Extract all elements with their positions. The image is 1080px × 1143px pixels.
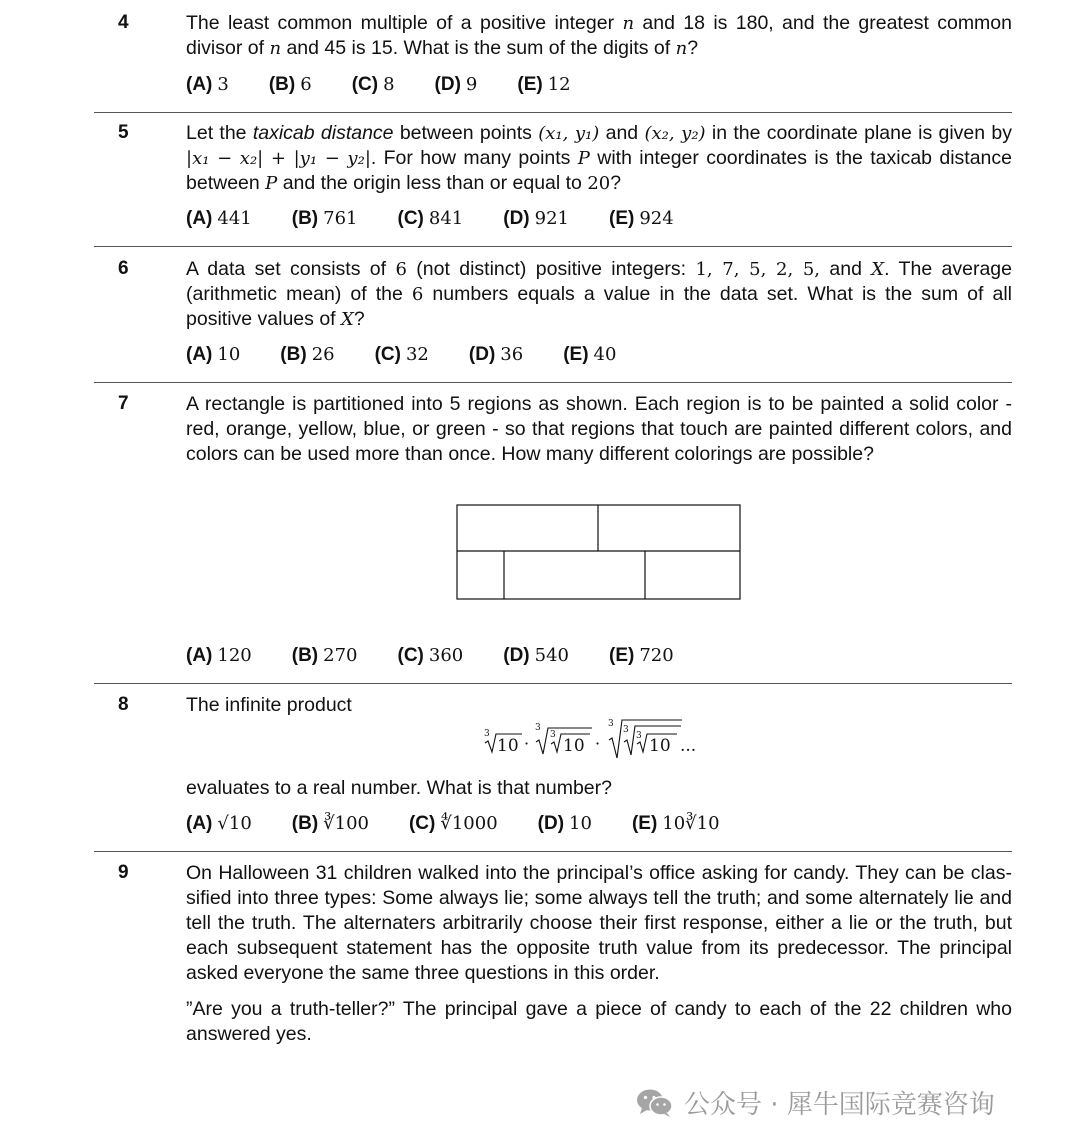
choice-a[interactable]: (A) 441	[186, 208, 252, 229]
problem-number: 5	[118, 122, 129, 143]
svg-text:3: 3	[550, 730, 556, 740]
divider	[94, 112, 1012, 113]
svg-text:3: 3	[623, 725, 629, 735]
answer-choices	[186, 813, 760, 835]
choice-b[interactable]: (B) ∛100	[291, 813, 369, 834]
choice-c[interactable]: (C) 841	[397, 208, 464, 229]
choice-e[interactable]: (E) 12	[517, 74, 571, 95]
problem-number: 4	[118, 12, 129, 33]
problem-text: A data set consists of 6 (not distinct) positive integers: 1, 7, 5, 2, 5, and X. The average (arithmetic mean) of the 6 numbers equals a value in the data set. What is the sum of all positive values of X?	[186, 258, 1012, 330]
problem-text-continued: evaluates to a real number. What is that number?	[186, 777, 612, 799]
nested-radical-formula	[482, 716, 722, 760]
radicand: 10	[497, 736, 519, 756]
choice-e[interactable]: (E) 10∛10	[631, 813, 720, 834]
radicand: 10	[649, 736, 671, 756]
problem-text: A rectangle is partitioned into 5 regions as shown. Each region is to be painted a solid color - red, orange, yellow, blue, or green - so that regions that touch are painted different colors, and colors can be used more than once. How many different colorings are possible?	[186, 393, 1012, 465]
choice-e[interactable]: (E) 40	[563, 344, 617, 365]
choice-a[interactable]: (A) 3	[186, 74, 229, 95]
choice-b[interactable]: (B) 26	[280, 344, 335, 365]
answer-choices	[186, 74, 611, 96]
choice-b[interactable]: (B) 6	[268, 74, 312, 95]
choice-e[interactable]: (E) 720	[609, 645, 674, 666]
svg-text:3: 3	[636, 731, 642, 741]
choice-b[interactable]: (B) 270	[291, 645, 358, 666]
choice-c[interactable]: (C) 360	[397, 645, 464, 666]
divider	[94, 246, 1012, 247]
problem-text: The infinite product	[186, 694, 352, 716]
wechat-icon	[636, 1088, 674, 1118]
rectangle-partition-figure	[456, 504, 742, 602]
answer-choices	[186, 208, 714, 230]
svg-text:·: ·	[524, 734, 530, 753]
choice-d[interactable]: (D) 10	[537, 813, 592, 834]
choice-a[interactable]: (A) √10	[186, 813, 252, 834]
choice-b[interactable]: (B) 761	[291, 208, 358, 229]
ellipsis: ...	[680, 736, 697, 756]
choice-c[interactable]: (C) ∜1000	[408, 813, 498, 834]
divider	[94, 382, 1012, 383]
answer-choices	[186, 344, 656, 366]
divider	[94, 683, 1012, 684]
choice-e[interactable]: (E) 924	[609, 208, 674, 229]
svg-text:3: 3	[535, 723, 541, 733]
problem-text: On Halloween 31 children walked into the principal’s office asking for candy. They can be classified into three types: Some always lie; some always tell the truth; and some alternately lie and tell the truth. The alternaters arbitrarily choose their first response, either a lie or the truth, but each subsequent statement has the opposite truth value from its predecessor. The principal asked everyone the same three questions in this order.	[186, 862, 1012, 984]
choice-d[interactable]: (D) 921	[503, 208, 569, 229]
svg-text:·: ·	[595, 734, 601, 753]
choice-a[interactable]: (A) 120	[186, 645, 252, 666]
choice-c[interactable]: (C) 8	[351, 74, 395, 95]
choice-d[interactable]: (D) 9	[434, 74, 478, 95]
problem-number: 8	[118, 694, 129, 715]
choice-d[interactable]: (D) 36	[468, 344, 524, 365]
radicand: 10	[563, 736, 585, 756]
choice-d[interactable]: (D) 540	[503, 645, 569, 666]
svg-text:3: 3	[608, 719, 614, 729]
problem-number: 7	[118, 393, 129, 414]
problem-number: 6	[118, 258, 129, 279]
watermark	[636, 1084, 995, 1121]
problem-number: 9	[118, 862, 129, 883]
svg-text:3: 3	[484, 729, 490, 739]
answer-choices	[186, 645, 714, 667]
watermark-text: 公众号 · 犀牛国际竞赛咨询	[684, 1090, 995, 1120]
problem-text: The least common multiple of a positive integer n and 18 is 180, and the greatest common divisor of n and 45 is 15. What is the sum of the digits of n?	[186, 12, 1012, 59]
divider	[94, 851, 1012, 852]
problem-text: Let the taxicab distance between points (x₁, y₁) and (x₂, y₂) in the coordinate plane is given by |x₁ − x₂| + |y₁ − y₂|. For how many points P with integer coordinates is the taxicab distance between P and the origin less than or equal to 20?	[186, 122, 1013, 194]
problem-text-continued: ”Are you a truth-teller?” The principal gave a piece of candy to each of the 22 children who answered yes.	[186, 998, 1012, 1045]
choice-a[interactable]: (A) 10	[186, 344, 241, 365]
choice-c[interactable]: (C) 32	[374, 344, 429, 365]
